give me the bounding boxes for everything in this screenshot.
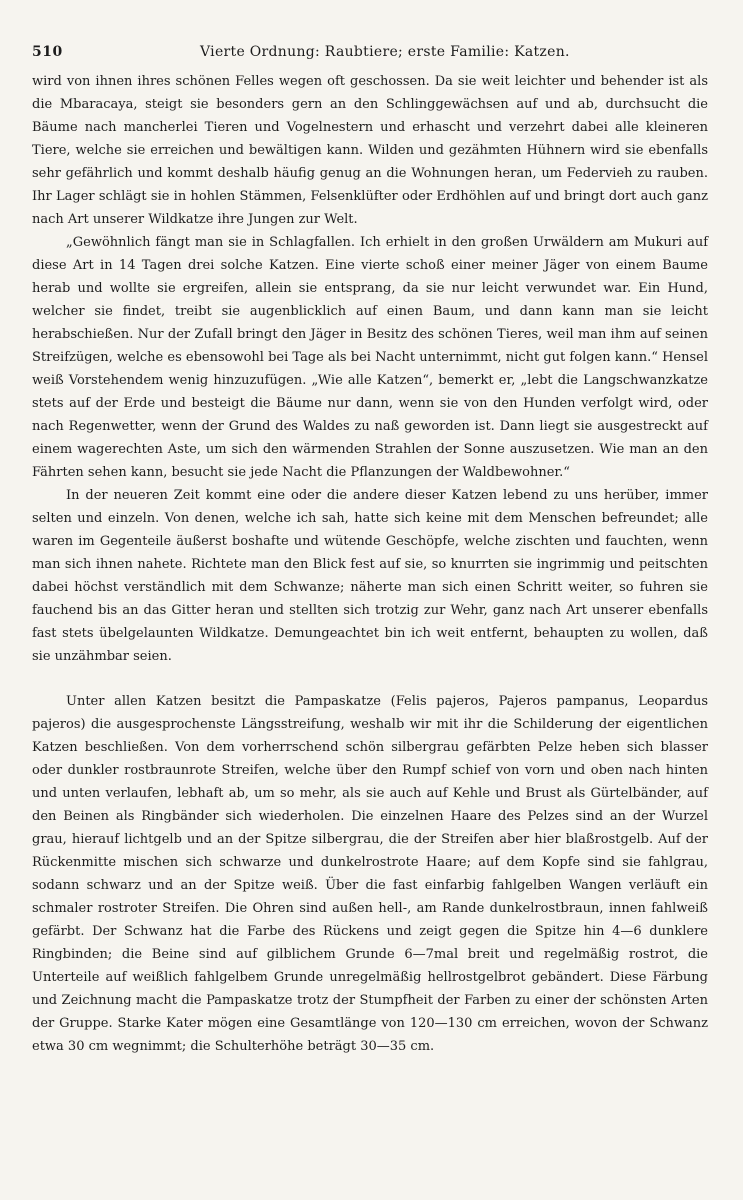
running-title: Vierte Ordnung: Raubtiere; erste Familie: Katzen. [200, 44, 570, 60]
body-text [32, 70, 708, 1058]
page-number: 510 [32, 44, 63, 60]
paragraph-continuation: wird von ihnen ihres schönen Felles wegen oft geschossen. Da sie weit leichter und behender ist als die Mbaracaya, steigt sie besonders gern an den Schlinggewächsen auf und ab, durchsucht die Bäume nach mancherlei Tieren und Vogelnestern und erhascht und verzehrt dabei alle kleineren Tiere, welche sie erreichen und bewältigen kann. Wilden und gezähmten Hühnern wird sie ebenfalls sehr gefährlich und kommt deshalb häufig genug an die Wohnungen heran, um Federvieh zu rauben. Ihr Lager schlägt sie in hohlen Stämmen, Felsenklüfter oder Erdhöhlen auf und bringt dort auch ganz nach Art unserer Wildkatze ihre Jungen zur Welt. [32, 74, 708, 227]
paragraph-pampaskatze: Unter allen Katzen besitzt die Pampaskatze (Felis pajeros, Pajeros pampanus, Leopardus pajeros) die ausgesprochenste Längsstreifung, weshalb wir mit ihr die Schilderung der eigentlichen Katzen beschließen. Von dem vorherrschend schön silbergrau gefärbten Pelze heben sich blasser oder dunkler rostbraunrote Streifen, welche über den Rumpf schief von vorn und oben nach hinten und unten verlaufen, lebhaft ab, um so mehr, als sie auch auf Kehle und Brust als Gürtelbänder, auf den Beinen als Ringbänder sich wiederholen. Die einzelnen Haare des Pelzes sind an der Wurzel grau, hierauf lichtgelb und an der Spitze silbergrau, die der Streifen aber hier blaßrostgelb. Auf der Rückenmitte mischen sich schwarze und dunkelrostrote Haare; auf dem Kopfe sind sie fahlgrau, sodann schwarz und an der Spitze weiß. Über die fast einfarbig fahlgelben Wangen verläuft ein schmaler rostroter Streifen. Die Ohren sind außen hell-, am Rande dunkelrostbraun, innen fahlweiß gefärbt. Der Schwanz hat die Farbe des Rückens und zeigt gegen die Spitze hin 4—6 dunklere Ringbinden; die Beine sind auf gilblichem Grunde 6—7mal breit und regelmäßig rostrot, die Unterteile auf weißlich fahlgelbem Grunde unregelmäßig hellrostgelbrot gebändert. Diese Färbung und Zeichnung macht die Pampaskatze trotz der Stumpfheit der Farben zu einer der schönsten Arten der Gruppe. Starke Kater mögen eine Gesamtlänge von 120—130 cm erreichen, wovon der Schwanz etwa 30 cm wegnimmt; die Schulterhöhe beträgt 30—35 cm. [32, 694, 708, 1054]
page-header [32, 40, 712, 64]
paragraph-quote: „Gewöhnlich fängt man sie in Schlagfallen. Ich erhielt in den großen Urwäldern am Mukuri auf diese Art in 14 Tagen drei solche Katzen. Eine vierte schoß einer meiner Jäger von einem Baume herab und wollte sie ergreifen, allein sie entsprang, da sie nur leicht verwundet war. Ein Hund, welcher sie findet, treibt sie augenblicklich auf einen Baum, und dann kann man sie leicht herabschießen. Nur der Zufall bringt den Jäger in Besitz des schönen Tieres, weil man ihm auf seinen Streifzügen, welche es ebensowohl bei Tage als bei Nacht unternimmt, nicht gut folgen kann.“ Hensel weiß Vorstehendem wenig hinzuzufügen. „Wie alle Katzen“, bemerkt er, „lebt die Langschwanzkatze stets auf der Erde und besteigt die Bäume nur dann, wenn sie von den Hunden verfolgt wird, oder nach Regenwetter, wenn der Grund des Waldes zu naß geworden ist. Dann liegt sie ausgestreckt auf einem wagerechten Aste, um sich den wärmenden Strahlen der Sonne auszusetzen. Wie man an den Fährten sehen kann, besucht sie jede Nacht die Pflanzungen der Waldbewohner.“ [32, 235, 708, 480]
paragraph-captivity: In der neueren Zeit kommt eine oder die andere dieser Katzen lebend zu uns herüber, immer selten und einzeln. Von denen, welche ich sah, hatte sich keine mit dem Menschen befreundet; alle waren im Gegenteile äußerst boshafte und wütende Geschöpfe, welche zischten und fauchten, wenn man sich ihnen nahete. Richtete man den Blick fest auf sie, so knurrten sie ingrimmig und peitschten dabei höchst verständlich mit dem Schwanze; näherte man sich einen Schritt weiter, so fuhren sie fauchend bis an das Gitter heran und stellten sich trotzig zur Wehr, ganz nach Art unserer ebenfalls fast stets übelgelaunten Wildkatze. Demungeachtet bin ich weit entfernt, behaupten zu wollen, daß sie unzähmbar seien. [32, 488, 708, 664]
